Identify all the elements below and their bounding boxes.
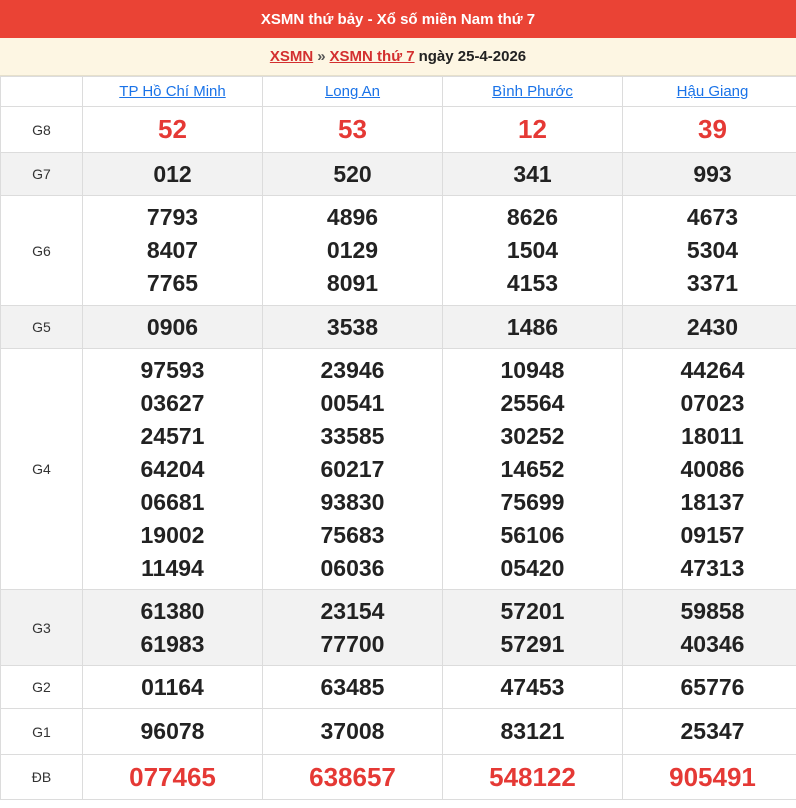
prize-number: 18137 [680,488,745,515]
prize-number: 012 [153,160,192,187]
prize-row-g3 [1,590,796,666]
prize-number: 53 [338,114,367,144]
province-link-hcm[interactable]: TP Hồ Chí Minh [119,83,226,100]
prize-label: G3 [1,590,83,666]
prize-number: 37008 [320,718,385,744]
prize-cell [443,349,623,590]
prize-cell [263,590,443,666]
prize-number: 47453 [500,673,565,700]
prize-number: 3538 [326,313,379,340]
prize-number: 75699 [500,488,565,515]
prize-cell [623,709,796,755]
page-title-bar [0,0,796,38]
prize-cell [83,196,263,306]
prize-label: G5 [1,306,83,349]
province-header-row [1,77,796,107]
prize-row-g5 [1,306,796,349]
prize-number: 077465 [129,761,216,792]
prize-row-db [1,755,796,800]
prize-number: 40346 [680,630,745,657]
prize-cell [623,590,796,666]
prize-cell [263,666,443,709]
breadcrumb-link-xsmn[interactable]: XSMN [269,48,314,65]
prize-cell [263,755,443,800]
prize-cell [83,349,263,590]
prize-label: ĐB [1,755,83,800]
prize-number: 09157 [680,521,745,548]
prize-number: 18011 [681,422,744,449]
prize-row-g7 [1,153,796,196]
prize-number: 1486 [506,313,559,340]
prize-number: 75683 [320,521,385,548]
province-cell [263,77,443,107]
prize-number: 00541 [320,389,385,416]
prize-number: 52 [158,114,187,144]
prize-cell [623,153,796,196]
prize-number: 44264 [680,356,745,383]
prize-number: 25564 [500,389,565,416]
prize-cell [83,666,263,709]
province-link-binh-phuoc[interactable]: Bình Phước [492,83,573,100]
prize-cell [83,306,263,349]
prize-number: 39 [698,114,727,144]
prize-number: 4896 [326,204,379,230]
prize-cell [263,709,443,755]
prize-cell [623,306,796,349]
breadcrumb-separator: » [317,48,326,65]
prize-number: 3371 [686,270,739,296]
prize-label: G8 [1,107,83,153]
prize-row-g8 [1,107,796,153]
prize-number: 638657 [309,761,396,792]
prize-cell [263,153,443,196]
prize-number: 19002 [140,521,205,548]
prize-number: 548122 [489,761,576,792]
prize-number: 57201 [500,597,565,624]
prize-number: 05420 [500,554,565,581]
prize-row-g6 [1,196,796,306]
prize-number: 341 [513,160,552,187]
prize-number: 25347 [680,718,745,744]
corner-cell [1,77,83,107]
prize-number: 12 [518,114,547,144]
prize-number: 0129 [326,237,379,263]
prize-cell [623,349,796,590]
prize-cell [263,107,443,153]
prize-number: 57291 [500,630,565,657]
prize-cell [443,755,623,800]
prize-number: 24571 [140,422,205,449]
results-table [0,76,796,800]
prize-number: 60217 [320,455,385,482]
prize-cell [443,107,623,153]
prize-number: 23946 [320,356,385,383]
prize-label: G2 [1,666,83,709]
prize-number: 64204 [140,455,205,482]
prize-number: 7765 [146,270,199,296]
prize-number: 06036 [320,554,385,581]
prize-rows [1,107,796,800]
prize-label: G4 [1,349,83,590]
prize-label: G6 [1,196,83,306]
prize-number: 33585 [320,422,385,449]
prize-number: 14652 [500,455,565,482]
prize-cell [443,590,623,666]
prize-cell [83,590,263,666]
prize-number: 96078 [140,718,205,744]
prize-number: 47313 [680,554,745,581]
prize-number: 2430 [686,313,739,340]
prize-label: G1 [1,709,83,755]
prize-number: 01164 [141,673,204,700]
prize-number: 4673 [686,204,739,230]
province-link-hau-giang[interactable]: Hậu Giang [676,83,749,100]
prize-cell [623,755,796,800]
prize-number: 40086 [680,455,745,482]
prize-cell [83,107,263,153]
prize-cell [263,349,443,590]
prize-number: 10948 [500,356,565,383]
prize-number: 7793 [146,204,199,230]
prize-cell [263,196,443,306]
prize-number: 83121 [500,718,565,744]
breadcrumb-date: ngày 25-4-2026 [418,48,527,65]
prize-cell [443,153,623,196]
prize-number: 0906 [146,313,199,340]
prize-label: G7 [1,153,83,196]
prize-number: 8626 [506,204,559,230]
prize-number: 65776 [680,673,745,700]
prize-number: 03627 [140,389,205,416]
breadcrumb [0,38,796,76]
prize-row-g1 [1,709,796,755]
prize-number: 30252 [500,422,565,449]
prize-row-g2 [1,666,796,709]
prize-number: 07023 [680,389,745,416]
prize-number: 23154 [320,597,385,624]
prize-cell [263,306,443,349]
prize-cell [623,196,796,306]
prize-cell [83,755,263,800]
prize-number: 06681 [140,488,205,515]
prize-number: 5304 [686,237,739,263]
prize-number: 1504 [506,237,559,263]
prize-number: 4153 [506,270,559,296]
prize-cell [443,196,623,306]
prize-cell [83,153,263,196]
prize-number: 61983 [140,630,205,657]
prize-cell [623,107,796,153]
province-cell [443,77,623,107]
prize-number: 520 [333,160,372,187]
province-cell [623,77,796,107]
province-cell [83,77,263,107]
prize-cell [443,666,623,709]
prize-cell [83,709,263,755]
prize-number: 93830 [320,488,385,515]
prize-cell [443,306,623,349]
prize-number: 61380 [140,597,205,624]
prize-cell [623,666,796,709]
prize-number: 77700 [320,630,385,657]
prize-number: 56106 [500,521,565,548]
breadcrumb-link-xsmn-thu7[interactable]: XSMN thứ 7 [329,48,415,65]
prize-number: 905491 [669,761,756,792]
prize-cell [443,709,623,755]
province-link-long-an[interactable]: Long An [324,83,381,100]
prize-number: 97593 [140,356,205,383]
prize-number: 11494 [141,554,204,581]
prize-row-g4 [1,349,796,590]
prize-number: 8091 [326,270,379,296]
prize-number: 993 [693,160,732,187]
prize-number: 59858 [680,597,745,624]
prize-number: 8407 [146,237,199,263]
page-title: XSMN thứ bảy - Xổ số miền Nam thứ 7 [260,10,536,28]
prize-number: 63485 [320,673,385,700]
